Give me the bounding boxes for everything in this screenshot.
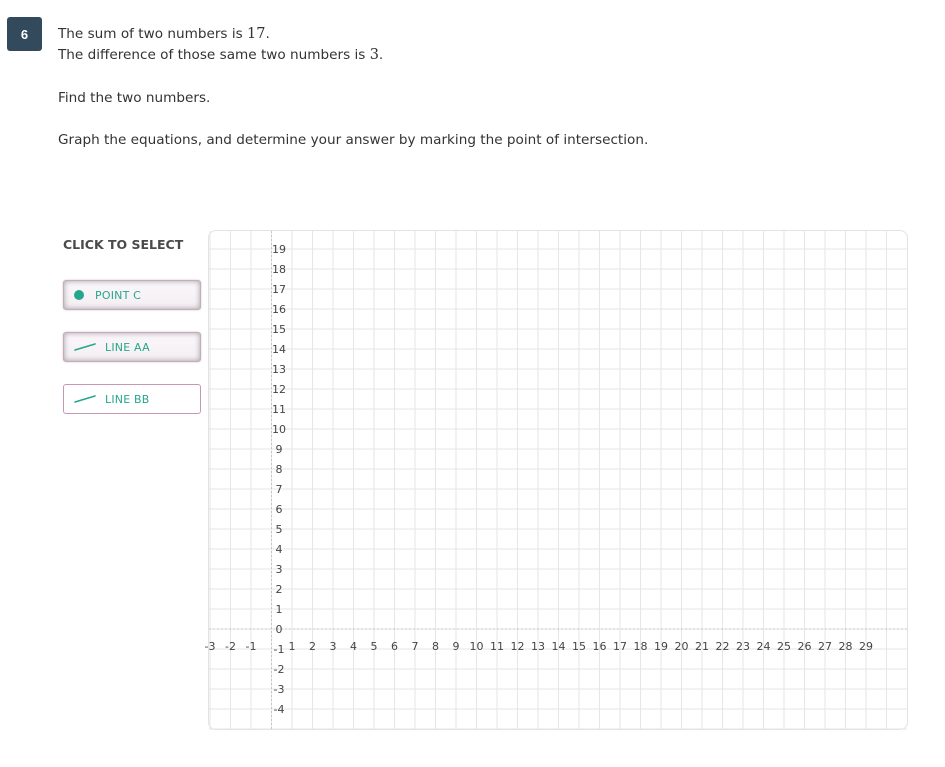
x-tick-label: 29 — [859, 640, 873, 653]
sum-value: 17 — [247, 26, 266, 42]
difference-prefix: The difference of those same two numbers is — [58, 47, 370, 63]
y-tick-label: 7 — [275, 483, 283, 496]
sum-suffix: . — [265, 26, 270, 42]
y-tick-label: 18 — [272, 263, 286, 276]
x-tick-label: 18 — [633, 640, 648, 653]
y-tick-label: 1 — [275, 603, 283, 616]
x-tick-label: 19 — [654, 640, 668, 653]
question-number-badge: 6 — [7, 17, 42, 51]
point-icon — [74, 290, 84, 300]
x-tick-label: 15 — [572, 640, 586, 653]
x-tick-label: 27 — [818, 640, 832, 653]
x-tick-label: 28 — [838, 640, 853, 653]
tool-select-heading: CLICK TO SELECT — [63, 237, 184, 252]
y-tick-label: 0 — [275, 623, 283, 636]
x-tick-label: 24 — [756, 640, 771, 653]
x-tick-label: 3 — [329, 640, 337, 653]
y-tick-label: 10 — [272, 423, 286, 436]
x-tick-label: 1 — [288, 640, 296, 653]
tool-point-c-button[interactable] — [63, 280, 201, 310]
x-tick-label: 11 — [490, 640, 504, 653]
x-tick-label: -1 — [245, 640, 257, 653]
x-tick-label: 14 — [551, 640, 566, 653]
y-tick-label: -1 — [273, 643, 285, 656]
x-tick-label: 20 — [674, 640, 689, 653]
coordinate-grid[interactable] — [204, 231, 907, 729]
tool-point-c-label: POINT C — [95, 288, 142, 302]
x-tick-label: 21 — [695, 640, 709, 653]
y-tick-label: -2 — [273, 663, 285, 676]
y-tick-label: 3 — [275, 563, 283, 576]
y-tick-label: 9 — [275, 443, 283, 456]
x-tick-label: 25 — [777, 640, 791, 653]
difference-value: 3 — [369, 47, 379, 63]
y-tick-label: -4 — [273, 703, 285, 716]
tool-line-aa-label: LINE AA — [105, 340, 150, 354]
y-tick-label: -3 — [273, 683, 285, 696]
graph-canvas[interactable] — [204, 230, 908, 730]
x-tick-label: 16 — [592, 640, 607, 653]
tool-line-aa-button[interactable] — [63, 332, 201, 362]
y-tick-label: 16 — [272, 303, 286, 316]
x-tick-label: 7 — [411, 640, 419, 653]
x-tick-label: 10 — [469, 640, 484, 653]
x-tick-label: 2 — [309, 640, 316, 653]
x-tick-label: 9 — [452, 640, 460, 653]
x-tick-label: 12 — [510, 640, 525, 653]
x-tick-label: 22 — [715, 640, 730, 653]
y-tick-label: 15 — [272, 323, 286, 336]
difference-suffix: . — [378, 47, 384, 63]
tool-line-bb-label: LINE BB — [105, 392, 150, 406]
x-tick-label: 5 — [370, 640, 378, 653]
y-tick-label: 13 — [272, 363, 286, 376]
problem-instruction-find: Find the two numbers. — [58, 90, 211, 106]
x-tick-label: -2 — [225, 640, 236, 653]
y-tick-label: 12 — [272, 383, 286, 396]
y-tick-label: 14 — [272, 343, 286, 356]
y-tick-label: 19 — [272, 243, 286, 256]
sum-prefix: The sum of two numbers is — [58, 26, 248, 42]
x-tick-label: 8 — [432, 640, 439, 653]
tool-line-bb-button[interactable] — [63, 384, 201, 414]
line-icon — [74, 394, 96, 404]
y-tick-label: 6 — [275, 503, 283, 516]
y-tick-label: 11 — [272, 403, 286, 416]
y-tick-label: 2 — [275, 583, 283, 596]
y-tick-label: 4 — [275, 543, 283, 556]
problem-line-difference — [58, 47, 383, 63]
x-tick-label: 23 — [736, 640, 750, 653]
x-tick-label: 4 — [350, 640, 357, 653]
x-tick-label: 13 — [531, 640, 545, 653]
problem-instruction-graph: Graph the equations, and determine your answer by marking the point of intersection. — [58, 132, 649, 148]
problem-line-sum — [58, 26, 270, 42]
line-icon — [74, 342, 96, 352]
x-tick-label: -3 — [204, 640, 216, 653]
y-tick-label: 5 — [275, 523, 283, 536]
y-tick-label: 17 — [272, 283, 286, 296]
x-tick-label: 6 — [391, 640, 398, 653]
x-tick-label: 26 — [797, 640, 812, 653]
x-tick-label: 17 — [613, 640, 627, 653]
y-tick-label: 8 — [275, 463, 283, 476]
